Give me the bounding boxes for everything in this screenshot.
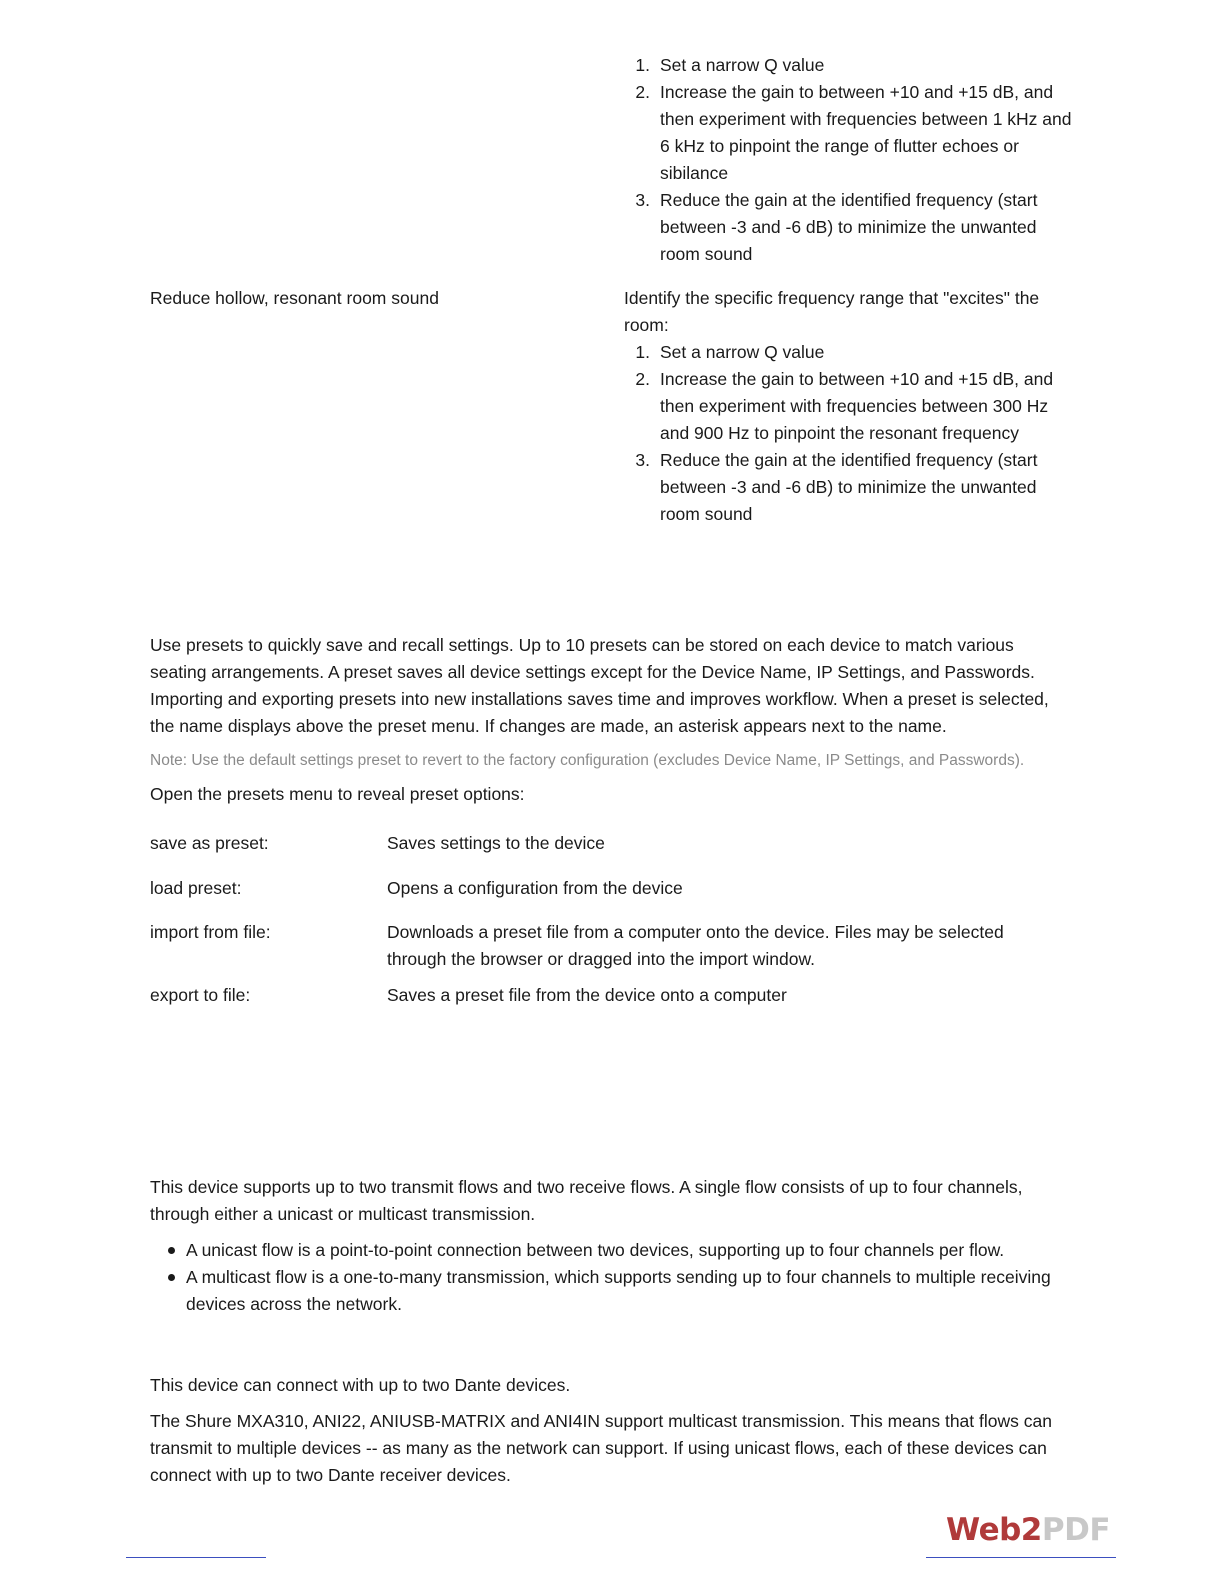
option-term: save as preset: xyxy=(150,833,269,853)
step-number: 2. xyxy=(635,82,650,102)
step-text: room sound xyxy=(660,504,753,524)
bullet-text: A unicast flow is a point-to-point connection between two devices, supporting up to four channels per flow. xyxy=(186,1240,1005,1260)
step-text: Increase the gain to between +10 and +15 dB, and xyxy=(660,369,1054,389)
step-text: then experiment with frequencies between 1 kHz and xyxy=(660,109,1072,129)
step-text: between -3 and -6 dB) to minimize the unwanted xyxy=(660,477,1037,497)
step-text: Reduce the gain at the identified frequency (start xyxy=(660,450,1038,470)
paragraph-line: through either a unicast or multicast transmission. xyxy=(150,1204,536,1224)
option-term: import from file: xyxy=(150,922,271,942)
step-text: between -3 and -6 dB) to minimize the unwanted xyxy=(660,217,1037,237)
paragraph-line: Use presets to quickly save and recall settings. Up to 10 presets can be stored on each device to match various xyxy=(150,635,1014,655)
option-desc: Opens a configuration from the device xyxy=(387,878,683,898)
step-number: 1. xyxy=(635,55,650,75)
bullet-text: A multicast flow is a one-to-many transmission, which supports sending up to four channels to multiple receiving xyxy=(186,1267,1051,1287)
watermark-part1: Web2 xyxy=(946,1512,1042,1548)
presets-note: Note: Use the default settings preset to revert to the factory configuration (excludes Device Name, IP Settings, and Passwords). xyxy=(150,752,1025,769)
paragraph-line: seating arrangements. A preset saves all device settings except for the Device Name, IP Settings, and Passwords. xyxy=(150,662,1035,682)
bullet-dot xyxy=(168,1247,175,1254)
paragraph-line: This device supports up to two transmit flows and two receive flows. A single flow consists of up to four channels, xyxy=(150,1177,1023,1197)
footer-rule-left xyxy=(126,1557,266,1558)
web2pdf-watermark xyxy=(946,1512,1111,1548)
step-text: Set a narrow Q value xyxy=(660,342,825,362)
step-number: 1. xyxy=(635,342,650,362)
paragraph-line: The Shure MXA310, ANI22, ANIUSB-MATRIX and ANI4IN support multicast transmission. This means that flows can xyxy=(150,1411,1052,1431)
option-desc: Downloads a preset file from a computer onto the device. Files may be selected xyxy=(387,922,1004,942)
step-text: 6 kHz to pinpoint the range of flutter echoes or xyxy=(660,136,1019,156)
paragraph-line: connect with up to two Dante receiver devices. xyxy=(150,1465,511,1485)
paragraph-line: Importing and exporting presets into new installations saves time and improves workflow. When a preset is selected, xyxy=(150,689,1049,709)
step-text: Increase the gain to between +10 and +15 dB, and xyxy=(660,82,1054,102)
option-desc: through the browser or dragged into the import window. xyxy=(387,949,816,969)
step-number: 2. xyxy=(635,369,650,389)
step-text: sibilance xyxy=(660,163,729,183)
step-text: then experiment with frequencies between 300 Hz xyxy=(660,396,1049,416)
step-text: and 900 Hz to pinpoint the resonant frequency xyxy=(660,423,1019,443)
bullet-dot xyxy=(168,1274,175,1281)
step-text: Reduce the gain at the identified frequency (start xyxy=(660,190,1038,210)
dante-intro: This device can connect with up to two Dante devices. xyxy=(150,1375,571,1395)
step-number: 3. xyxy=(635,190,650,210)
step-text: room sound xyxy=(660,244,753,264)
option-desc: Saves a preset file from the device onto a computer xyxy=(387,985,787,1005)
step-number: 3. xyxy=(635,450,650,470)
option-term: export to file: xyxy=(150,985,251,1005)
eq-intro: room: xyxy=(624,315,669,335)
paragraph-line: the name displays above the preset menu. If changes are made, an asterisk appears next to the name. xyxy=(150,716,947,736)
presets-open-menu: Open the presets menu to reveal preset options: xyxy=(150,784,525,804)
paragraph-line: transmit to multiple devices -- as many as the network can support. If using unicast flows, each of these devices can xyxy=(150,1438,1047,1458)
option-term: load preset: xyxy=(150,878,242,898)
step-text: Set a narrow Q value xyxy=(660,55,825,75)
bullet-text: devices across the network. xyxy=(186,1294,402,1314)
footer-rule-right xyxy=(926,1557,1116,1558)
watermark-part2: PDF xyxy=(1041,1512,1111,1548)
eq-intro: Identify the specific frequency range that "excites" the xyxy=(624,288,1040,308)
option-desc: Saves settings to the device xyxy=(387,833,605,853)
eq-goal: Reduce hollow, resonant room sound xyxy=(150,288,439,308)
